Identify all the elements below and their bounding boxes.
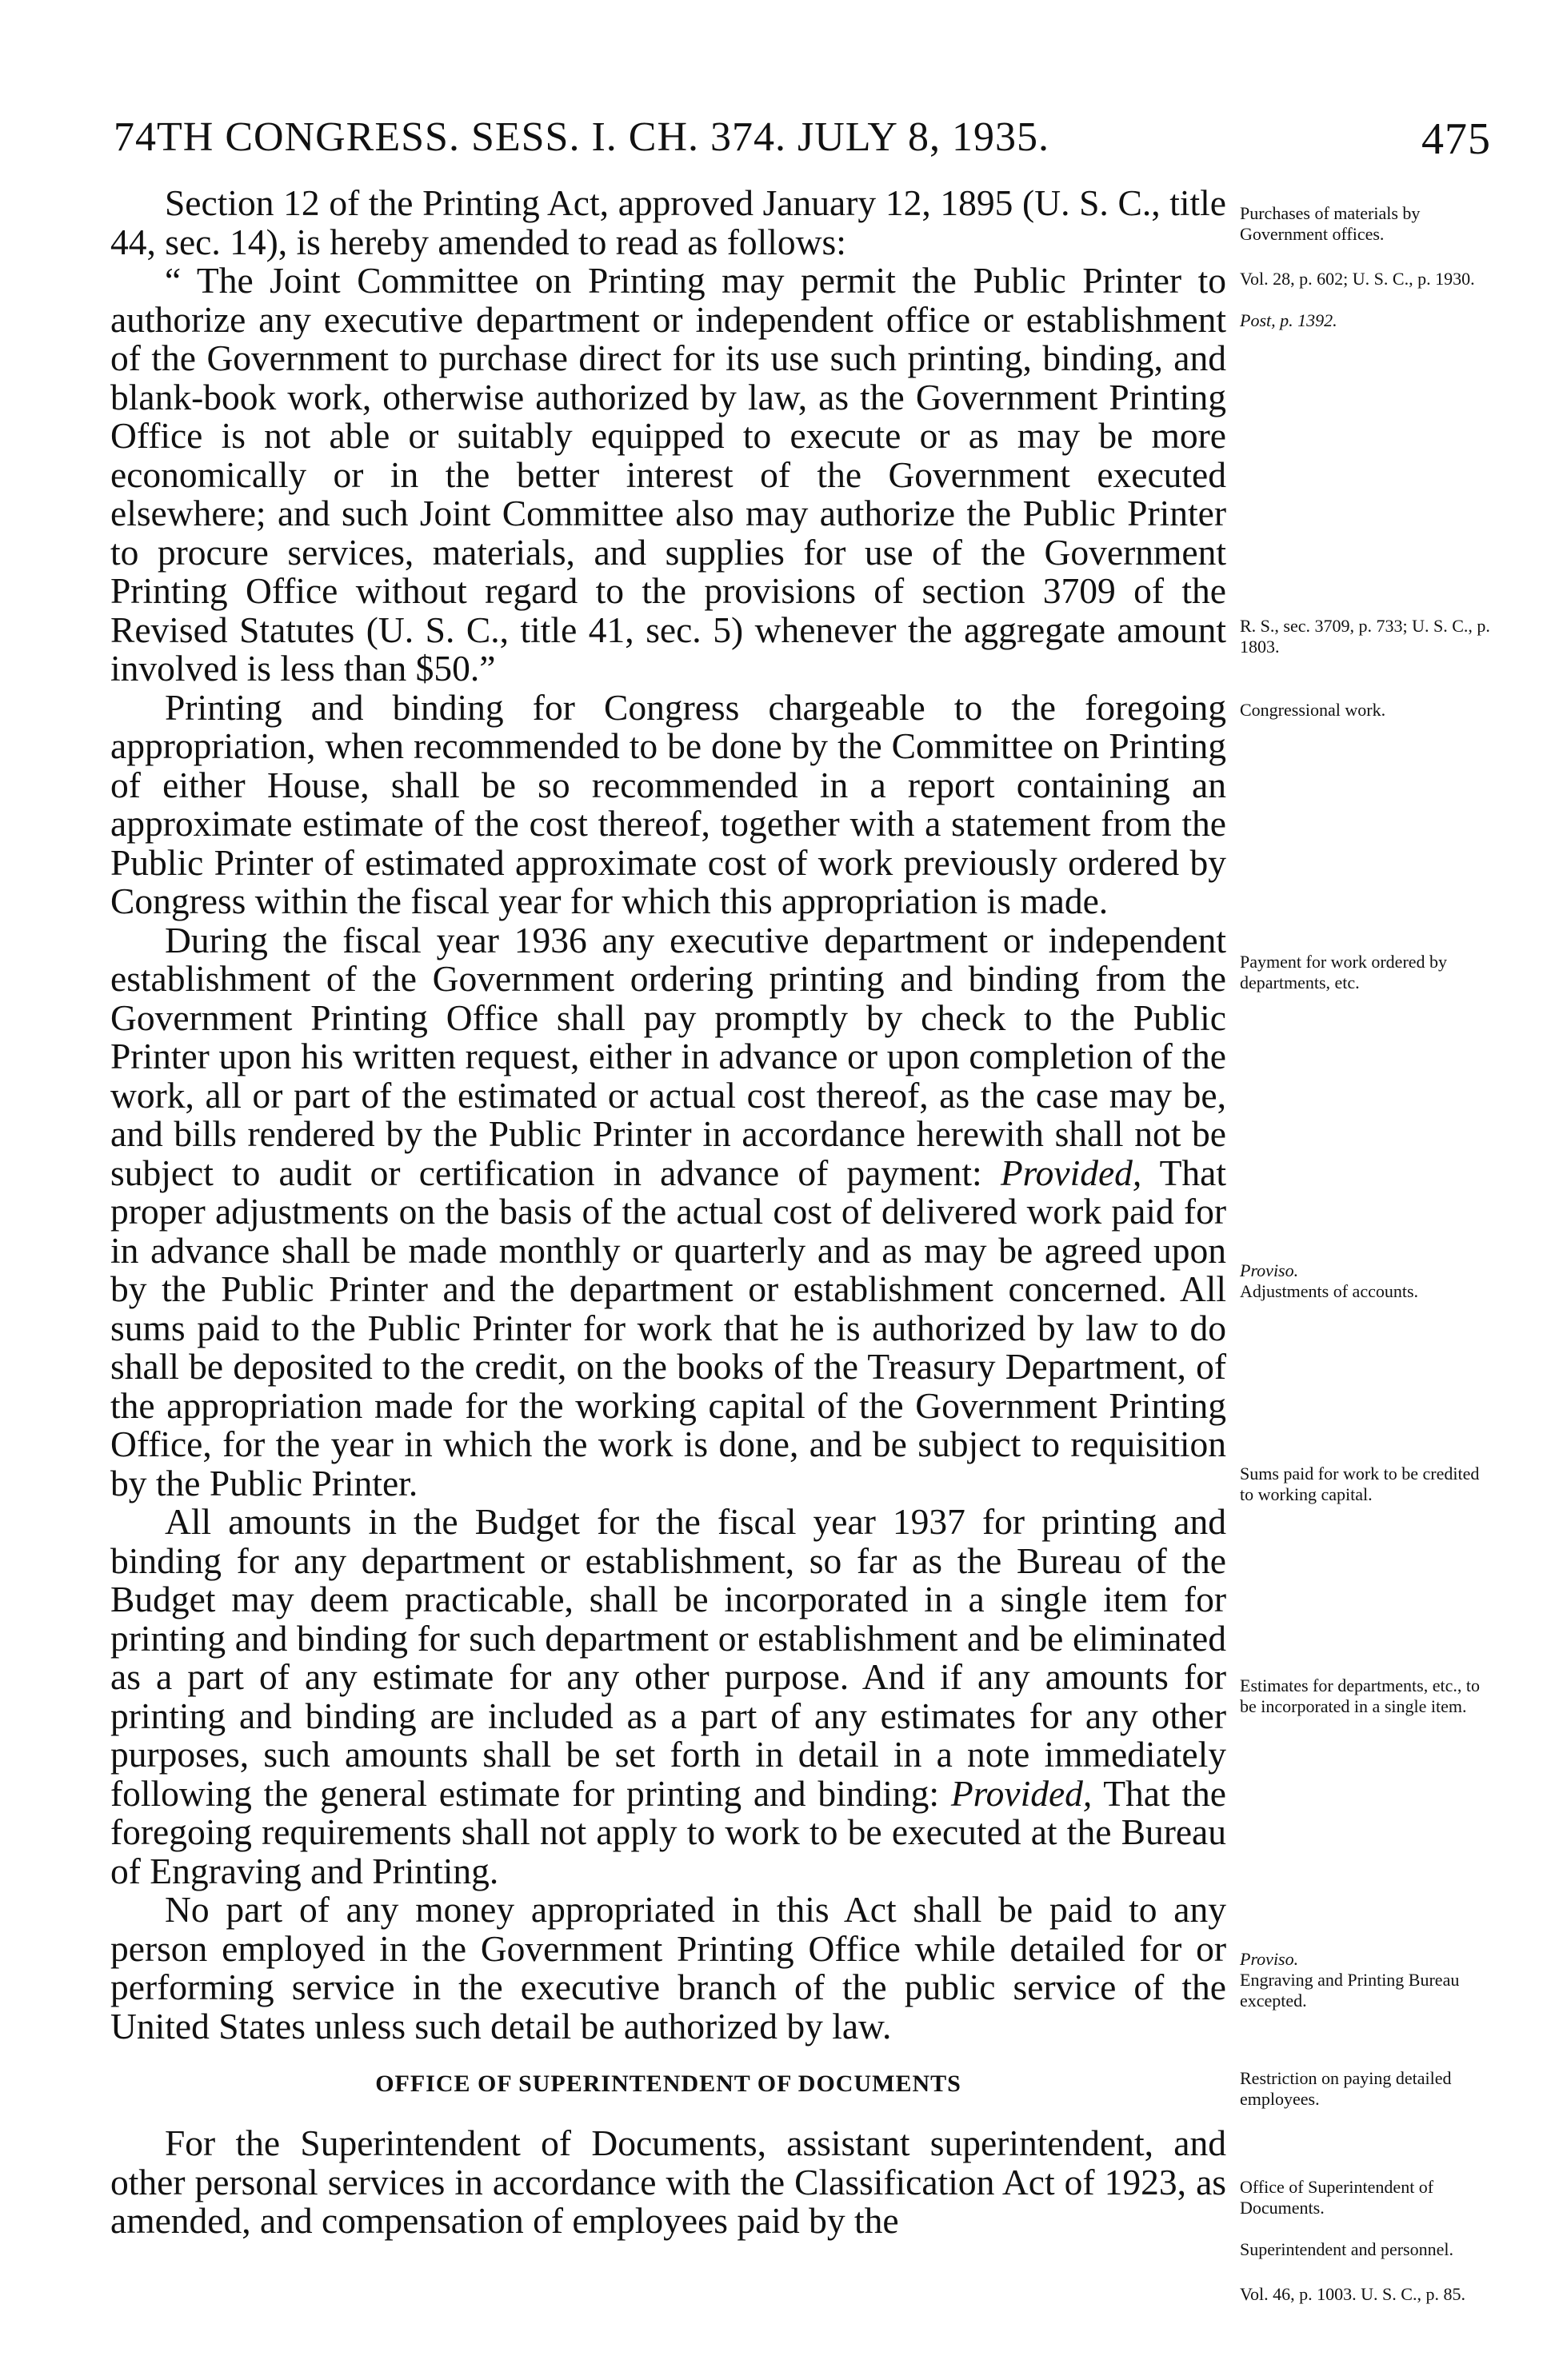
margin-note-proviso: Proviso. [1240, 1949, 1299, 1969]
running-head: 74TH CONGRESS. SESS. I. CH. 374. JULY 8, 1935. [114, 114, 1049, 160]
body-text [110, 184, 1226, 2241]
paragraph-section-12: Section 12 of the Printing Act, approved January 12, 1895 (U. S. C., title 44, sec. 14), is hereby amended to read as follows: [110, 182, 1226, 262]
paragraph-congressional-printing: Printing and binding for Congress chargeable to the foregoing appropriation, when recommended to be done by the Committee on Printing of either House, shall be so recommended in a report containing an approximate estimate of the cost thereof, together with a statement from the Public Printer of estimated approximate cost of work previously ordered by Congress within the fiscal year for which this appropriation is made. [110, 686, 1226, 921]
margin-note-payment: Payment for work ordered by departments, etc. [1240, 952, 1448, 992]
margin-note-estimates: Estimates for departments, etc., to be incorporated in a single item. [1240, 1675, 1480, 1716]
paragraph-fiscal-year-1936 [110, 921, 1226, 1503]
paragraph-text: That proper adjustments on the basis of the actual cost of delivered work paid for in advance shall be made monthly or quarterly and as may be agreed upon by the Public Printer and the department or establishment concerned. All sums paid to the Public Printer for work that he is authorized by law to do shall be deposited to the credit, on the books of the Treasury Department, of the appropriation made for the working capital of the Government Printing Office, for the year in which the work is done, and be subject to requisition by the Public Printer. [110, 1152, 1226, 1503]
paragraph-text: During the fiscal year 1936 any executive department or independent establishment of the Government ordering printing and binding from the Government Printing Office shall pay promptly by check to the Public Printer upon his written request, either in advance or upon completion of the work, all or part of the estimated or actual cost thereof, as the case may be, and bills rendered by the Public Printer in accordance herewith shall not be subject to audit or certification in advance of payment: [110, 919, 1226, 1193]
paragraph-text: That the foregoing requirements shall not apply to work to be executed at the Bureau of Engraving and Printing. [110, 1772, 1227, 1891]
margin-note-purchases: Purchases of materials by Government offices. [1240, 203, 1421, 244]
paragraph-budget-1937 [110, 1503, 1226, 1891]
section-heading: OFFICE OF SUPERINTENDENT OF DOCUMENTS [375, 2071, 961, 2097]
margin-note-reference: Vol. 46, p. 1003. U. S. C., p. 85. [1240, 2284, 1465, 2304]
margin-note-office-superintendent: Office of Superintendent of Documents. [1240, 2177, 1434, 2218]
margin-note-proviso: Proviso. [1240, 1260, 1299, 1280]
margin-notes [1240, 0, 1496, 2380]
page-number: 475 [1421, 114, 1491, 164]
margin-note-restriction: Restriction on paying detailed employees. [1240, 2068, 1452, 2109]
margin-note-reference: Vol. 28, p. 602; U. S. C., p. 1930. [1240, 269, 1475, 289]
paragraph-detailed-employees: No part of any money appropriated in this Act shall be paid to any person employed in the Government Printing Office while detailed for or performing service in the executive branch of the public service of the United States unless such detail be authorized by law. [110, 1889, 1226, 2047]
provided-italic: Provided, [950, 1772, 1093, 1814]
margin-note-reference: Post, p. 1392. [1240, 310, 1337, 330]
margin-note-congressional-work: Congressional work. [1240, 700, 1386, 720]
paragraph-superintendent: For the Superintendent of Documents, assistant superintendent, and other personal services in accordance with the Classification Act of 1923, as amended, and compensation of employees paid by the [110, 2122, 1226, 2241]
provided-italic: Provided, [1000, 1152, 1142, 1193]
margin-note-adjustments: Adjustments of accounts. [1240, 1281, 1419, 1301]
margin-note-superintendent-personnel: Superintendent and personnel. [1240, 2239, 1453, 2259]
paragraph-text: All amounts in the Budget for the fiscal year 1937 for printing and binding for any department or establishment, so far as the Bureau of the Budget may deem practicable, shall be incorporated in a single item for printing and binding for such department or establishment and be eliminated as a part of any estimate for any other purpose. And if any amounts for printing and binding are included as a part of any estimates for any other purposes, such amounts shall be set forth in detail in a note immediately following the general estimate for printing and binding: [110, 1501, 1226, 1814]
margin-note-engraving: Engraving and Printing Bureau excepted. [1240, 1970, 1460, 2011]
paragraph-joint-committee-quote: “ The Joint Committee on Printing may permit the Public Printer to authorize any executive department or independent office or establishment of the Government to purchase direct for its use such printing, binding, and blank-book work, otherwise authorized by law, as the Government Printing Office is not able or suitably equipped to execute or as may be more economically or in the better interest of the Government executed elsewhere; and such Joint Committee also may authorize the Public Printer to procure services, materials, and supplies for use of the Government Printing Office without regard to the provisions of section 3709 of the Revised Statutes (U. S. C., title 41, sec. 5) whenever the aggregate amount involved is less than $50.” [110, 260, 1226, 689]
margin-note-revised-statutes: R. S., sec. 3709, p. 733; U. S. C., p. 1803. [1240, 616, 1490, 657]
margin-note-sums-paid: Sums paid for work to be credited to working capital. [1240, 1464, 1480, 1504]
